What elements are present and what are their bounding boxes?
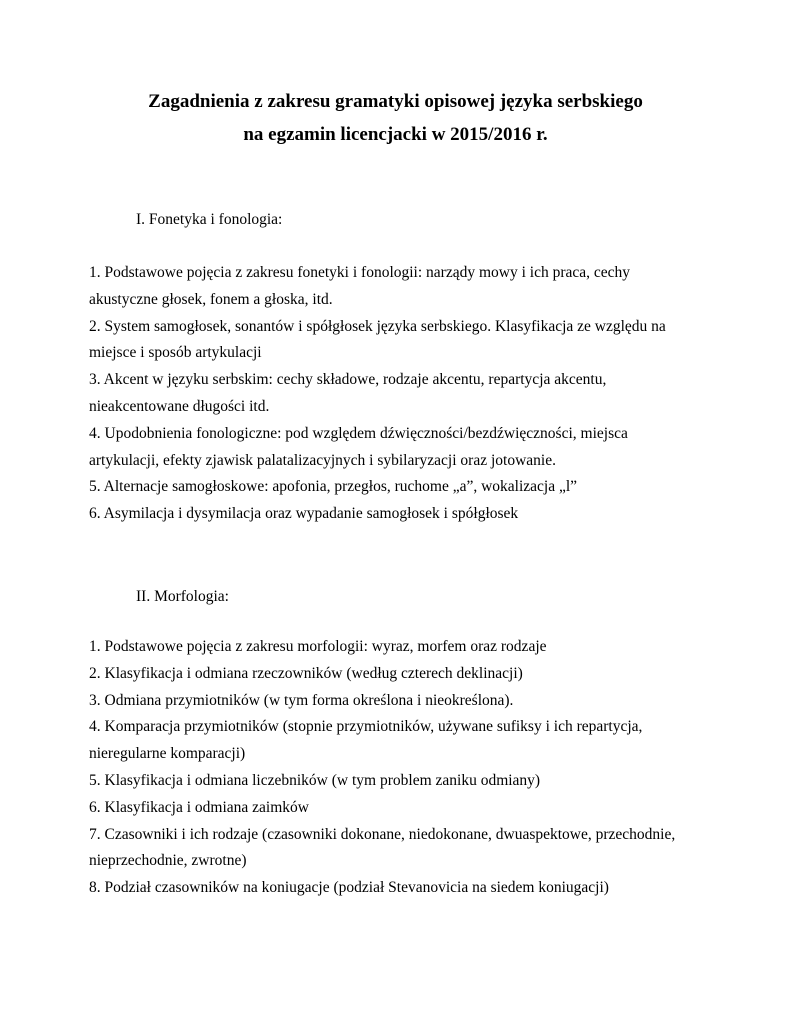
topic-line: 5. Alternacje samogłoskowe: apofonia, przegłos, ruchome „a”, wokalizacja „l” (89, 478, 578, 496)
morfologia-topic-list (89, 634, 709, 902)
topic-line: 2. System samogłosek, sonantów i spółgłosek języka serbskiego. Klasyfikacja ze względu na (89, 317, 666, 335)
topic-line: 8. Podział czasowników na koniugacje (podział Stevanovicia na siedem koniugacji) (89, 879, 609, 897)
topic-line: nieakcentowane długości itd. (89, 397, 270, 415)
document-title-line-1: Zagadnienia z zakresu gramatyki opisowej języka serbskiego (148, 91, 643, 112)
topic-line: 6. Asymilacja i dysymilacja oraz wypadanie samogłosek i spółgłosek (89, 505, 519, 523)
topic-line: 7. Czasowniki i ich rodzaje (czasowniki dokonane, niedokonane, dwuaspektowe, przechodnie, (89, 825, 676, 843)
section-heading-morfologia: II. Morfologia: (136, 588, 229, 605)
topic-line: 1. Podstawowe pojęcia z zakresu morfologii: wyraz, morfem oraz rodzaje (89, 638, 547, 655)
topic-line: 4. Upodobnienia fonologiczne: pod względem dźwięczności/bezdźwięczności, miejsca (89, 424, 628, 442)
topic-line: nieprzechodnie, zwrotne) (89, 852, 247, 870)
document-title-line-2: na egzamin licencjacki w 2015/2016 r. (243, 124, 548, 145)
topic-line: akustyczne głosek, fonem a głoska, itd. (89, 290, 333, 308)
topic-line: 3. Akcent w języku serbskim: cechy składowe, rodzaje akcentu, repartycja akcentu, (89, 371, 607, 389)
topic-line: artykulacji, efekty zjawisk palatalizacyjnych i sybilaryzacji oraz jotowanie. (89, 451, 556, 469)
topic-line: 6. Klasyfikacja i odmiana zaimków (89, 798, 309, 816)
section-heading-fonetyka: I. Fonetyka i fonologia: (136, 211, 283, 228)
fonetyka-topic-list (89, 260, 709, 528)
topic-line: nieregularne komparacji) (89, 745, 246, 763)
topic-line: miejsce i sposób artykulacji (89, 344, 262, 362)
topic-line: 4. Komparacja przymiotników (stopnie przymiotników, używane sufiksy i ich repartycja, (89, 718, 643, 736)
topic-line: 3. Odmiana przymiotników (w tym forma określona i nieokreślona). (89, 691, 514, 709)
topic-line: 5. Klasyfikacja i odmiana liczebników (w tym problem zaniku odmiany) (89, 771, 541, 789)
topic-line: 1. Podstawowe pojęcia z zakresu fonetyki i fonologii: narządy mowy i ich praca, cechy (89, 264, 631, 281)
topic-line: 2. Klasyfikacja i odmiana rzeczowników (według czterech deklinacji) (89, 664, 523, 682)
